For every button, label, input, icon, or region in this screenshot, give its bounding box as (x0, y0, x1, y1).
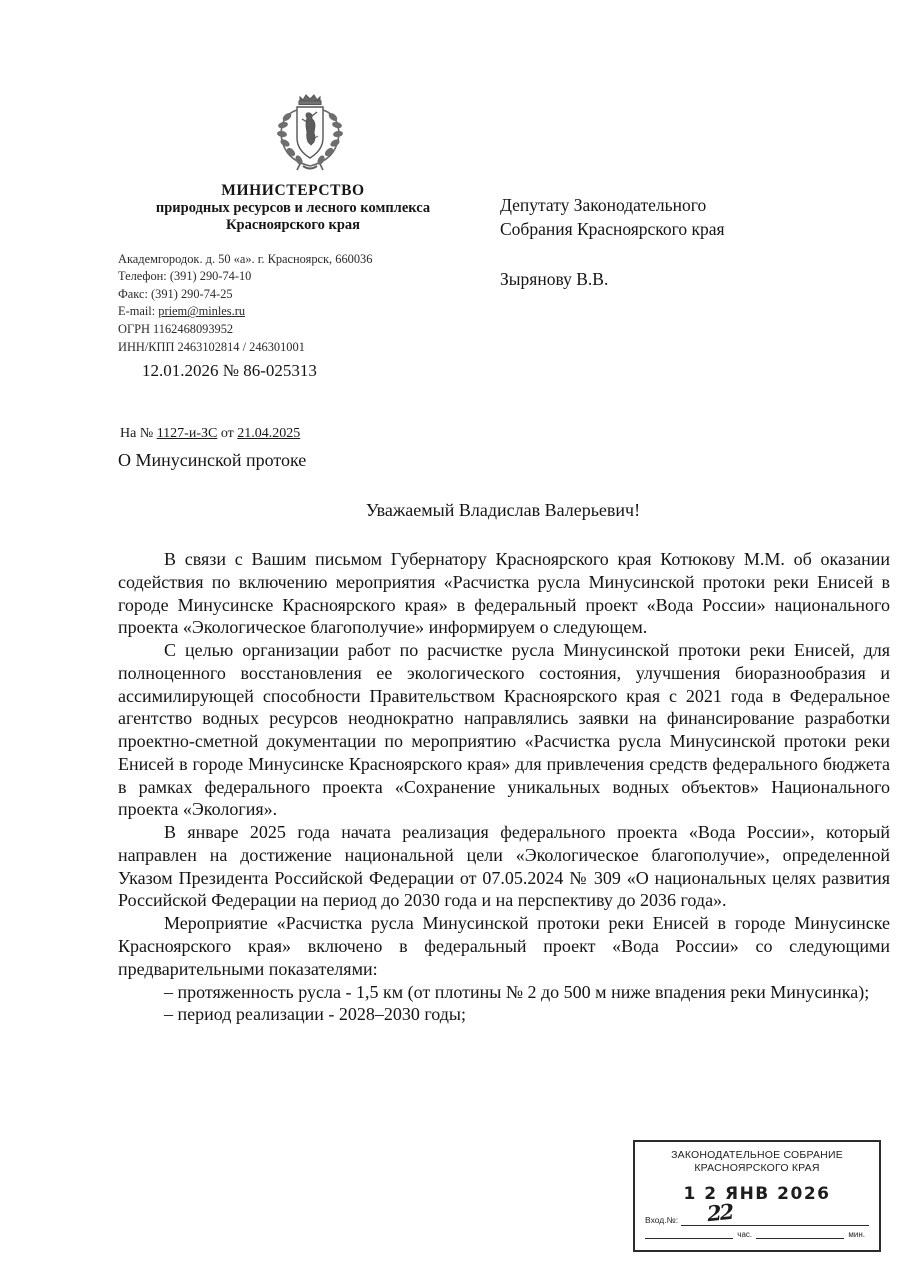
body-bullet-2: – период реализации - 2028–2030 годы; (164, 1004, 467, 1025)
recipient-line-1: Депутату Законодательного (500, 195, 707, 215)
document-number-line: 12.01.2026 № 86-025313 (142, 361, 317, 381)
reference-incoming-number: 1127-и-ЗС (156, 426, 218, 441)
stamp-entry-rule (681, 1198, 869, 1226)
stamp-hour-rule (645, 1230, 733, 1239)
address-line: Академгородок. д. 50 «а». г. Красноярск, 660036 (118, 251, 373, 266)
letterhead-block (118, 182, 468, 381)
recipient-block (500, 193, 880, 291)
inn-kpp-line: ИНН/КПП 2463102814 / 246301001 (118, 339, 305, 354)
email-link[interactable]: priem@minles.ru (158, 304, 246, 319)
email-line (118, 303, 468, 321)
stamp-hour-unit: час. (737, 1229, 753, 1239)
body-bullet-1: – протяженность русла - 1,5 км (от плотины № 2 до 500 м ниже впадения реки Минусинка); (164, 981, 870, 1002)
reference-incoming-date: 21.04.2025 (237, 426, 301, 441)
ministry-title-line-3: Красноярского края (226, 217, 360, 234)
stamp-entry-row (645, 1198, 869, 1226)
ogrn-line: ОГРН 1162468093952 (118, 321, 234, 336)
ministry-title-line-1: МИНИСТЕРСТВО (221, 182, 365, 199)
recipient-line-2: Собрания Красноярского края (500, 219, 725, 240)
incoming-registration-stamp (633, 1140, 881, 1252)
letter-body (118, 548, 890, 1026)
stamp-title-line-1: ЗАКОНОДАТЕЛЬНОЕ СОБРАНИЕ (671, 1149, 843, 1161)
email-label: E-mail: (118, 304, 159, 319)
contacts-block (118, 251, 468, 357)
body-paragraph-2: С целью организации работ по расчистке русла Минусинской протоки реки Енисей, для полноценного восстановления ее экологического состояния, улучшения биоразнообразия и ассимилирующей способности Правительством Красноярского края с 2021 года в Федеральное агентство водных ресурсов неоднократно направлялись заявки на финансирование разработки проектно-сметной документации по мероприятию «Расчистка русла Минусинской протоки реки Енисей в городе Минусинске Красноярского края» для привлечения средств федерального бюджета в рамках федерального проекта «Сохранение уникальных водных объектов» Национального проекта «Экология». (118, 640, 890, 820)
body-paragraph-4: Мероприятие «Расчистка русла Минусинской протоки реки Енисей в городе Минусинске Красноярского края» включено в федеральный проект «Вода России» со следующими предварительными показателями: (118, 913, 890, 979)
stamp-entry-number: 22 (705, 1198, 734, 1226)
stamp-title-line-2: КРАСНОЯРСКОГО КРАЯ (694, 1161, 820, 1174)
subject-line: О Минусинской протоке (118, 450, 307, 470)
emblem-container (0, 92, 620, 185)
body-paragraph-1: В связи с Вашим письмом Губернатору Красноярского края Котюкову М.М. об оказании содействия по включению мероприятия «Расчистка русла Минусинской протоки реки Енисей в городе Минусинске Красноярского края» в федеральный проект «Вода России» национального проекта «Экологическое благополучие» информируем о следующем. (118, 549, 890, 638)
krasnoyarsk-krai-coat-of-arms-icon (267, 92, 353, 180)
ministry-title-line-2: природных ресурсов и лесного комплекса (155, 200, 431, 217)
stamp-minute-unit: мин. (848, 1229, 866, 1239)
stamp-time-row (645, 1230, 869, 1239)
reference-prefix: На № (120, 426, 157, 441)
fax-line: Факс: (391) 290-74-25 (118, 286, 233, 301)
stamp-minute-rule (756, 1230, 844, 1239)
body-paragraph-3: В январе 2025 года начата реализация федерального проекта «Вода России», который направлен на достижение национальной цели «Экологическое благополучие», определенной Указом Президента Российской Федерации от 07.05.2024 № 309 «О национальных целях развития Российской Федерации на период до 2030 года и на перспективу до 2036 года». (118, 822, 890, 911)
recipient-person: Зырянову В.В. (500, 269, 609, 290)
salutation: Уважаемый Владислав Валерьевич! (365, 500, 641, 520)
reference-middle: от (217, 426, 238, 441)
stamp-date: 1 2 ЯНВ 2026 (683, 1183, 831, 1204)
stamp-entry-label: Вход.№: (645, 1214, 679, 1225)
phone-line: Телефон: (391) 290-74-10 (118, 269, 252, 284)
reference-line (120, 426, 300, 442)
